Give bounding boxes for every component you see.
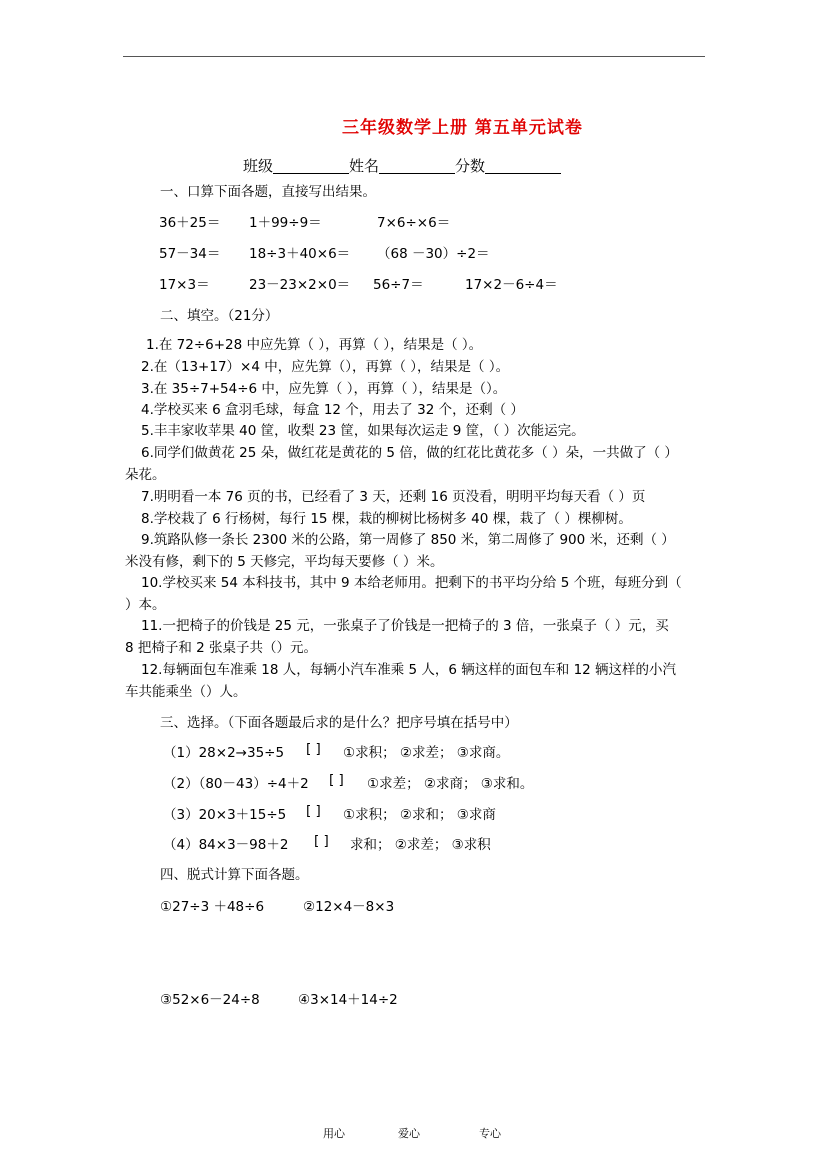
choice-expr: （4）84×3－98＋2 [163,837,289,853]
header-rule [123,56,705,57]
choice-options: ①求积； ②求差； ③求商。 [343,745,510,761]
choice-options: 求和； ②求差； ③求积 [350,837,491,853]
oral-item: 57－34＝ [159,246,221,262]
choice-bracket[interactable]: [ ] [314,833,329,849]
fill-line: 车共能乘坐（）人。 [125,684,247,700]
fill-line: 米没有修，剩下的 5 天修完，平均每天要修（ ）米。 [125,554,444,570]
footer-text: 专心 [479,1127,501,1140]
fill-line: 12.每辆面包车准乘 18 人，每辆小汽车准乘 5 人，6 辆这样的面包车和 12 辆这样的小汽 [141,662,677,678]
fill-line: 8.学校栽了 6 行杨树，每行 15 棵，栽的柳树比杨树多 40 棵，栽了（ ）棵柳树。 [141,511,632,527]
fill-line: 朵花。 [125,467,166,483]
calc-item: ③52×6－24÷8 [160,992,260,1008]
oral-item: 56÷7＝ [373,277,424,293]
oral-item: （68 －30）÷2＝ [377,246,490,262]
page-title: 三年级数学上册 第五单元试卷 [342,118,583,138]
choice-bracket[interactable]: [ ] [329,772,344,788]
name-blank[interactable] [379,157,455,174]
fill-line: 8 把椅子和 2 张桌子共（）元。 [125,640,318,656]
fill-line: 3.在 35÷7+54÷6 中，应先算（ ），再算（ ），结果是（）。 [141,381,507,397]
fill-line: 2.在（13+17）×4 中，应先算（），再算（ ），结果是（ ）。 [141,359,510,375]
section3-heading: 三、选择。（下面各题最后求的是什么？把序号填在括号中） [160,715,518,731]
oral-item: 18÷3＋40×6＝ [249,246,351,262]
fill-line: 6.同学们做黄花 25 朵，做红花是黄花的 5 倍，做的红花比黄花多（ ）朵，一共做了（ ） [141,445,678,461]
fill-line: ）本。 [125,597,166,613]
score-label: 分数 [455,157,486,175]
section4-heading: 四、脱式计算下面各题。 [160,867,309,883]
info-line [243,155,561,176]
choice-bracket[interactable]: [ ] [306,741,321,757]
choice-bracket[interactable]: [ ] [306,803,321,819]
class-blank[interactable] [273,157,349,174]
oral-item: 36＋25＝ [159,215,221,231]
choice-expr: （3）20×3＋15÷5 [163,807,287,823]
fill-line: 7.明明看一本 76 页的书，已经看了 3 天，还剩 16 页没看，明明平均每天看（ ）页 [141,489,646,505]
class-label: 班级 [243,157,274,175]
calc-item: ②12×4－8×3 [303,899,395,915]
footer-text: 用心 [323,1127,345,1140]
name-label: 姓名 [349,157,380,175]
section1-heading: 一、口算下面各题，直接写出结果。 [160,184,376,200]
choice-options: ①求差； ②求商； ③求和。 [367,776,534,792]
fill-line: 4.学校买来 6 盒羽毛球，每盒 12 个，用去了 32 个，还剩（ ） [141,402,524,418]
oral-item: 1＋99÷9＝ [249,215,322,231]
oral-item: 17×3＝ [159,277,210,293]
fill-line: 5.丰丰家收苹果 40 筐，收梨 23 筐，如果每次运走 9 筐，（ ）次能运完。 [141,423,585,439]
fill-line: 9.筑路队修一条长 2300 米的公路，第一周修了 850 米，第二周修了 900 米，还剩（ ） [141,532,675,548]
fill-line: 1.在 72÷6+28 中应先算（ ），再算（ ），结果是（ ）。 [146,337,483,353]
section2-heading: 二、填空。（21分） [160,308,279,324]
oral-item: 23－23×2×0＝ [249,277,351,293]
calc-item: ①27÷3 ＋48÷6 [160,899,265,915]
choice-options: ①求积； ②求和； ③求商 [343,807,496,823]
score-blank[interactable] [485,157,561,174]
choice-expr: （1）28×2→35÷5 [163,745,285,761]
fill-line: 11.一把椅子的价钱是 25 元，一张桌子了价钱是一把椅子的 3 倍，一张桌子（ ）元，买 [141,618,669,634]
footer-text: 爱心 [398,1127,420,1140]
calc-item: ④3×14＋14÷2 [298,992,398,1008]
oral-item: 7×6÷×6＝ [377,215,451,231]
oral-item: 17×2－6÷4＝ [465,277,558,293]
choice-expr: （2）（80－43）÷4＋2 [163,776,309,792]
fill-line: 10.学校买来 54 本科技书，其中 9 本给老师用。把剩下的书平均分给 5 个班，每班分到（ [141,575,682,591]
